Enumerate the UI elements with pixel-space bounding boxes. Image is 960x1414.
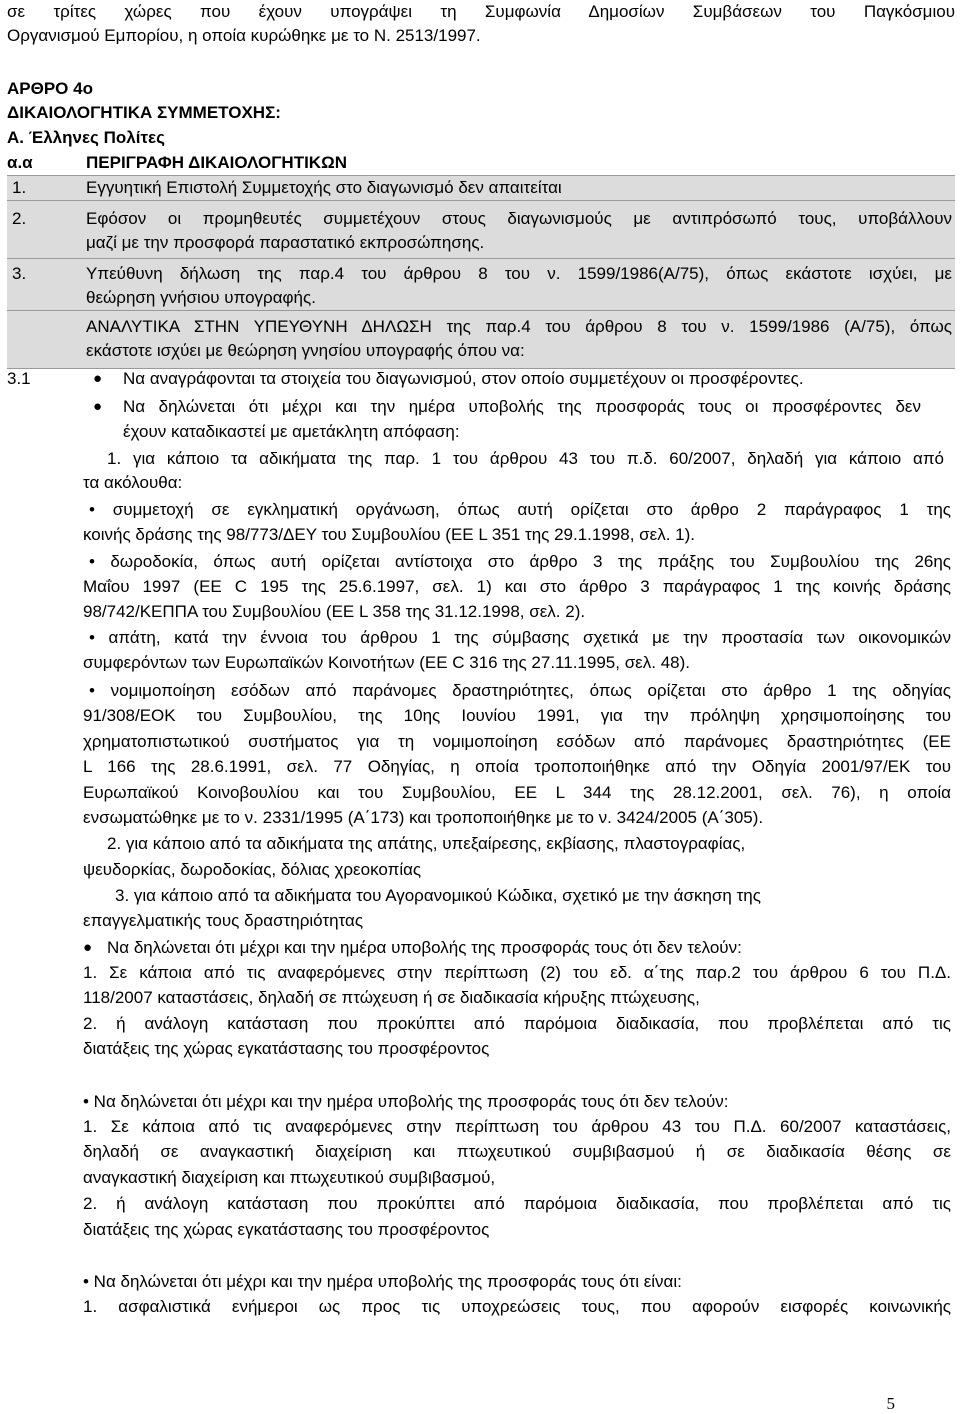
block-1-p1-line-1: 1. Σε κάποια από τις αναφερόμενες στην περίπτωση (2) του εδ. α΄της παρ.2 του άρθρου 6 του Π.Δ. [83,963,951,982]
section-3-1-number: 3.1 [7,369,31,388]
table-header-title: ΠΕΡΙΓΡΑΦΗ ΔΙΚΑΙΟΛΟΓΗΤΙΚΩΝ [86,153,347,172]
block-1-p2-line-1: 2. ή ανάλογη κατάσταση που προκύπτει από παρόμοια διαδικασία, που προβλέπεται από τις [83,1014,951,1033]
intro-line-2: Οργανισμού Εμπορίου, η οποία κυρώθηκε με το Ν. 2513/1997. [7,26,481,45]
bullet-icon: ● [93,370,103,387]
block-1-p2-line-2: διατάξεις της χώρας εγκατάστασης του προσφέροντος [83,1039,490,1058]
table-header-label: α.α [7,153,33,172]
table-row-text: Εγγυητική Επιστολή Συμμετοχής στο διαγωνισμό δεν απαιτείται [86,178,562,197]
block-1-p1-line-2: 118/2007 καταστάσεις, δηλαδή σε πτώχευση ή σε διαδικασία κήρυξης πτώχευσης, [83,988,700,1007]
table-row-divider [7,200,955,201]
block-3-bullet: • Να δηλώνεται ότι μέχρι και την ημέρα υποβολής της προσφοράς τους ότι είναι: [83,1272,682,1291]
s31-bullet-2-line-2: έχουν καταδικαστεί με αμετάκλητη απόφαση: [123,422,460,441]
bullet-icon: ● [83,939,93,956]
offence-line: L 166 της 28.6.1991, σελ. 77 Οδηγίας, η οποία τροποποιήθηκε από την Οδηγία 2001/97/ΕΚ του [83,757,951,776]
table-row-text: Εφόσον οι προμηθευτές συμμετέχουν στους διαγωνισμούς με αντιπρόσωπό τους, υποβάλλουν [86,209,952,228]
block-2-p2-line-2: διατάξεις της χώρας εγκατάστασης του προσφέροντος [83,1220,490,1239]
offence-line: χρηματοπιστωτικού συστήματος για τη νομιμοποίηση εσόδων από παράνομες δραστηριότητες (ΕΕ [83,732,951,751]
offence-line: Ευρωπαϊκού Κοινοβουλίου και του Συμβουλίου, ΕΕ L 344 της 28.12.2001, σελ. 76), η οποία [83,783,951,802]
bullet-icon: ● [93,398,103,415]
table-row-number: 2. [12,209,27,228]
block-2-p1-line-2: δηλαδή σε αναγκαστική διαχείριση και πτωχευτικού συμβιβασμού ή σε διαδικασία θέσης σε [83,1142,951,1161]
s31-bullet-1: Να αναγράφονται τα στοιχεία του διαγωνισμού, στον οποίο συμμετέχουν οι προσφέροντες. [123,369,804,388]
item-3-line-2: επαγγελματικής τους δραστηριότητας [83,911,364,930]
item-1-line-2: τα ακόλουθα: [83,473,183,492]
block-2-p2-line-1: 2. ή ανάλογη κατάσταση που προκύπτει από παρόμοια διαδικασία, που προβλέπεται από τις [83,1194,951,1213]
table-row-text: μαζί με την προσφορά παραστατικό εκπροσώπησης. [86,233,485,252]
item-3-line-1: 3. για κάποιο από τα αδικήματα του Αγορανομικού Κώδικα, σχετικό με την άσκηση της [115,886,761,905]
table-row-number: 3. [12,264,27,283]
offence-line: Μαΐου 1997 (ΕΕ C 195 της 25.6.1997, σελ. 1) και στο άρθρο 3 παράγραφος 1 της κοινής δράσης [83,577,951,596]
offence-line: κοινής δράσης της 98/773/ΔΕΥ του Συμβουλίου (ΕΕ L 351 της 29.1.1998, σελ. 1). [83,525,696,544]
offence-line: ενσωματώθηκε με το ν. 2331/1995 (Α΄173) και τροποποιήθηκε με το ν. 3424/2005 (Α΄305). [83,808,764,827]
page-number: 5 [886,1394,895,1413]
table-row-divider [7,310,955,311]
block-2-p1-line-3: αναγκαστική διαχείριση και πτωχευτικού συμβιβασμού, [83,1168,496,1187]
block-2-bullet: • Να δηλώνεται ότι μέχρι και την ημέρα υποβολής της προσφοράς τους ότι δεν τελούν: [83,1092,729,1111]
intro-line-1: σε τρίτες χώρες που έχουν υπογράψει τη Συμφωνία Δημοσίων Συμβάσεων του Παγκόσμιου [7,2,955,21]
article-subheading: ΔΙΚΑΙΟΛΟΓΗΤΙΚΑ ΣΥΜΜΕΤΟΧΗΣ: [7,103,281,122]
table-row-text: θεώρηση γνήσιου υπογραφής. [86,288,316,307]
item-2-line-2: ψευδορκίας, δωροδοκίας, δόλιας χρεοκοπίας [83,860,422,879]
table-row-text: εκάστοτε ισχύει με θεώρηση γνησίου υπογραφής όπου να: [86,341,525,360]
item-2-line-1: 2. για κάποιο από τα αδικήματα της απάτης, υπεξαίρεσης, εκβίασης, πλαστογραφίας, [107,834,746,853]
table-row-text: Υπεύθυνη δήλωση της παρ.4 του άρθρου 8 του ν. 1599/1986(Α/75), όπως εκάστοτε ισχύει, με [86,264,952,283]
table-row-divider [7,258,955,259]
block-3-p1-line-1: 1. ασφαλιστικά ενήμεροι ως προς τις υποχρεώσεις τους, που αφορούν εισφορές κοινωνικής [83,1297,951,1316]
offence-line: 91/308/ΕΟΚ του Συμβουλίου, της 10ης Ιουνίου 1991, για την πρόληψη χρησιμοποίησης του [83,706,951,725]
section-heading: Α. Έλληνες Πολίτες [7,128,165,147]
table-row-text: ΑΝΑΛΥΤΙΚΑ ΣΤΗΝ ΥΠΕΥΘΥΝΗ ΔΗΛΩΣΗ της παρ.4 του άρθρου 8 του ν. 1599/1986 (Α/75), όπως [86,317,952,336]
article-heading: ΑΡΘΡΟ 4ο [7,79,93,98]
offence-line: • συμμετοχή σε εγκληματική οργάνωση, όπως αυτή ορίζεται στο άρθρο 2 παράγραφος 1 της [89,500,951,519]
s31-bullet-2-line-1: Να δηλώνεται ότι μέχρι και την ημέρα υποβολής της προσφοράς τους οι προσφέροντες δεν [123,397,921,416]
block-1-bullet: Να δηλώνεται ότι μέχρι και την ημέρα υποβολής της προσφοράς τους ότι δεν τελούν: [107,938,742,957]
offence-line: • απάτη, κατά την έννοια του άρθρου 1 της σύμβασης σχετικά με την προστασία των οικονομικών [89,628,951,647]
offence-line: 98/742/ΚΕΠΠΑ του Συμβουλίου (ΕΕ L 358 της 31.12.1998, σελ. 2). [83,602,586,621]
offence-line: συμφερόντων των Ευρωπαϊκών Κοινοτήτων (ΕΕ C 316 της 27.11.1995, σελ. 48). [83,653,691,672]
offence-line: • νομιμοποίηση εσόδων από παράνομες δραστηριότητες, όπως ορίζεται στο άρθρο 1 της οδηγίας [89,681,951,700]
item-1-line-1: 1. για κάποιο τα αδικήματα της παρ. 1 του άρθρου 43 του π.δ. 60/2007, δηλαδή για κάποιο από [107,449,944,468]
offence-line: • δωροδοκία, όπως αυτή ορίζεται αντίστοιχα στο άρθρο 3 της πράξης του Συμβουλίου της 26ης [89,552,951,571]
block-2-p1-line-1: 1. Σε κάποια από τις αναφερόμενες στην περίπτωση του άρθρου 43 του Π.Δ. 60/2007 καταστάσεις, [83,1117,951,1136]
table-row-number: 1. [12,178,27,197]
